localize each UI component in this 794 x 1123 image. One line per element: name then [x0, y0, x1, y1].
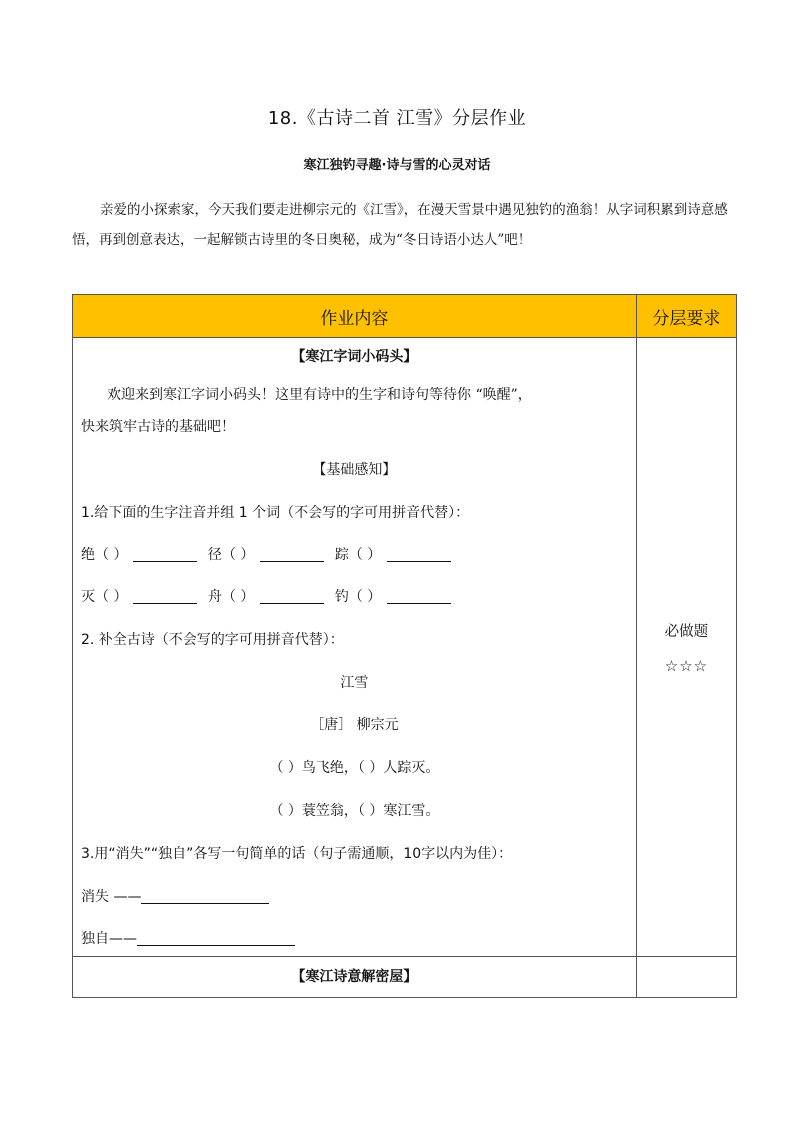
poem-line-1: （ ）鸟飞绝，（ ）人踪灭。 [269, 760, 440, 776]
level-label: 必做题 [664, 623, 709, 640]
char-item: 踪（ ） [334, 547, 382, 563]
page-subtitle: 寒江独钓寻趣·诗与雪的心灵对话 [303, 158, 491, 173]
chars-row-1 [81, 544, 628, 564]
section1-heading: 【寒江字词小码头】 [291, 349, 418, 365]
chars-row-2 [81, 586, 628, 606]
answer-blank[interactable] [260, 588, 324, 604]
answer-blank[interactable] [133, 588, 197, 604]
char-item: 钓（ ） [334, 589, 382, 605]
table-header-row [73, 295, 737, 338]
section1-sub-heading: 【基础感知】 [312, 462, 397, 478]
answer-blank[interactable] [387, 588, 451, 604]
answer-blank[interactable] [137, 930, 295, 946]
header-content: 作业内容 [73, 295, 637, 338]
answer-label: 消失 —— [81, 889, 142, 905]
section2-heading: 【寒江诗意解密屋】 [291, 969, 418, 985]
answer-blank[interactable] [387, 546, 451, 562]
page-title: 18.《古诗二首 江雪》分层作业 [267, 108, 527, 129]
section1-level-cell [636, 338, 736, 957]
star-rating: ☆☆☆ [664, 656, 709, 675]
answer-blank[interactable] [133, 546, 197, 562]
answer-blank[interactable] [141, 888, 269, 904]
char-item: 绝（ ） [81, 547, 128, 563]
answer-blank[interactable] [260, 546, 324, 562]
answer-label: 独自—— [81, 931, 137, 947]
table-row [73, 957, 737, 998]
answer-line-1 [81, 886, 628, 906]
section2-content-cell [73, 957, 637, 998]
section1-intro-line1: 欢迎来到寒江字词小码头！这里有诗中的生字和诗句等待你 “唤醒”， [107, 387, 532, 403]
char-item: 舟（ ） [207, 589, 255, 605]
header-level: 分层要求 [636, 295, 736, 338]
intro-paragraph: 亲爱的小探索家，今天我们要走进柳宗元的《江雪》，在漫天雪景中遇见独钓的渔翁！从字词积累到诗意感悟，再到创意表达，一起解锁古诗里的冬日奥秘，成为“冬日诗语小达人”吧！ [72, 202, 728, 248]
homework-table [72, 294, 737, 998]
poem-author: ［唐］ 柳宗元 [310, 717, 399, 733]
section1-intro-line2: 快来筑牢古诗的基础吧！ [81, 419, 235, 435]
table-row [73, 338, 737, 957]
question-2: 2. 补全古诗（不会写的字可用拼音代替）： [81, 632, 344, 648]
poem-line-2: （ ）蓑笠翁，（ ）寒江雪。 [269, 803, 440, 819]
char-item: 径（ ） [207, 547, 255, 563]
char-item: 灭（ ） [81, 589, 128, 605]
section1-content-cell [73, 338, 637, 957]
poem-title: 江雪 [340, 675, 369, 691]
question-1: 1.给下面的生字注音并组 1 个词（不会写的字可用拼音代替）： [81, 505, 470, 521]
section2-level-cell [636, 957, 736, 998]
answer-line-2 [81, 928, 628, 948]
question-3: 3.用“消失”“独自”各写一句简单的话（句子需通顺，10字以内为佳）： [81, 846, 513, 862]
